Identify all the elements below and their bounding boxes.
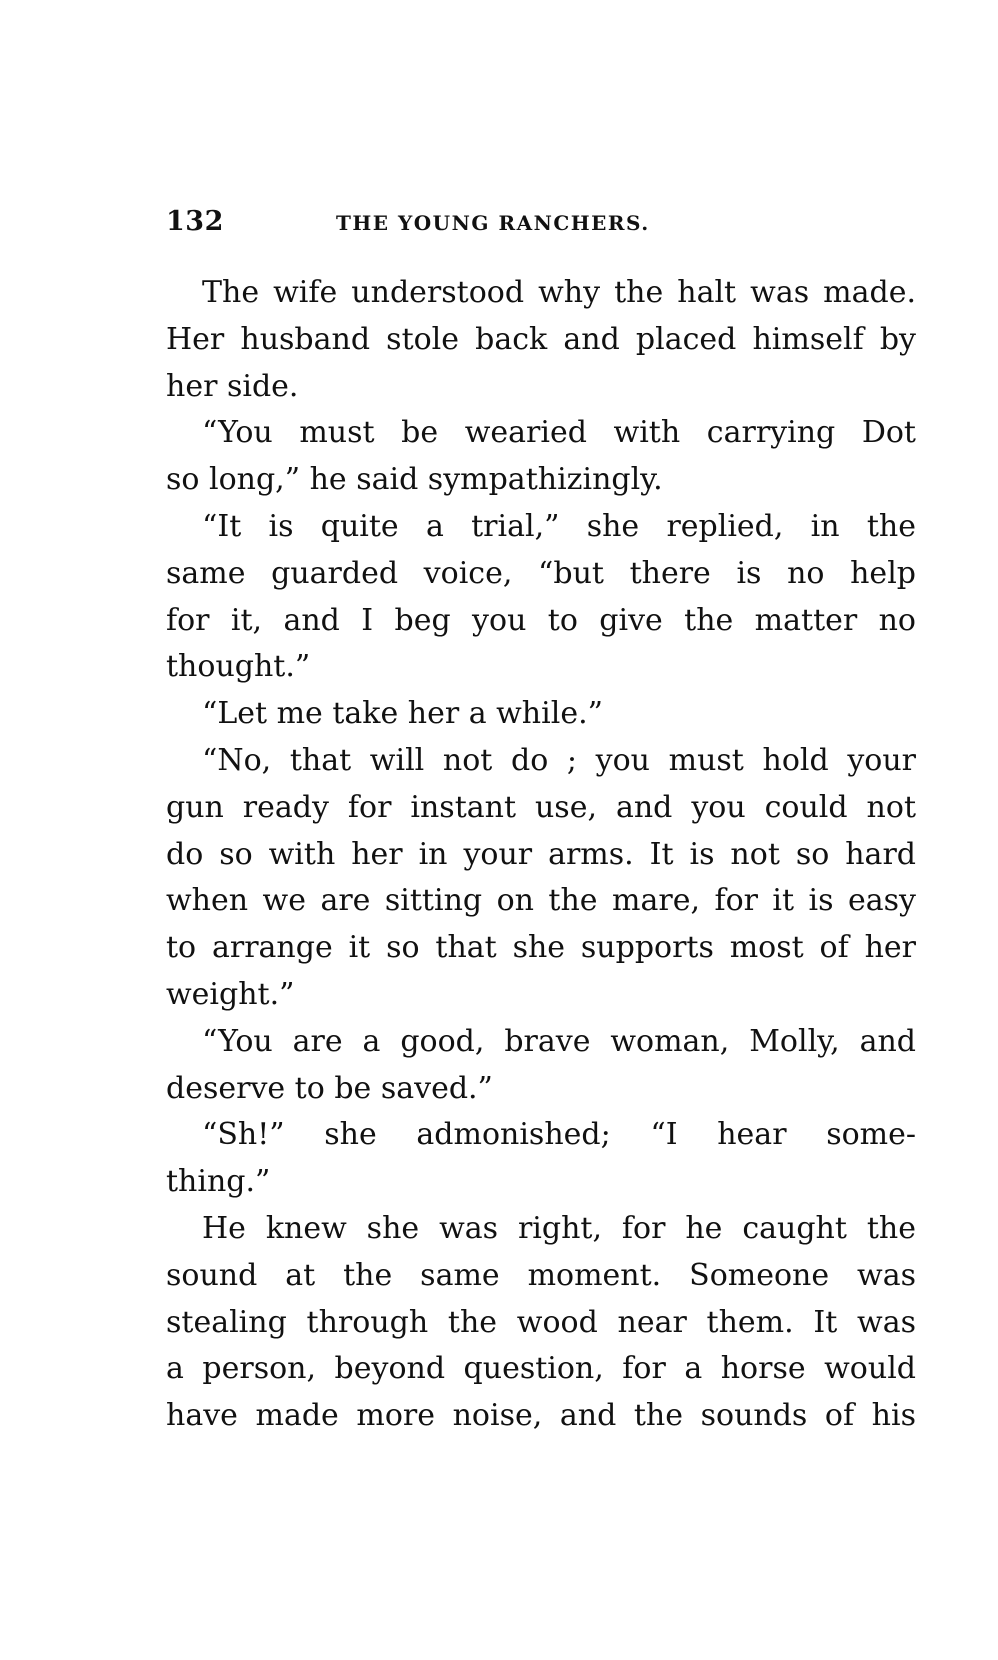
text-line: have made more noise, and the sounds of his [166,1398,916,1434]
text-line: her side. [166,368,299,404]
text-line: deserve to be saved.” [166,1070,493,1106]
text-line: same guarded voice, “but there is no help [166,555,916,591]
running-title: THE YOUNG RANCHERS. [336,211,650,235]
text-line: so long,” he said sympathizingly. [166,462,663,498]
text-line: “No, that will not do ; you must hold your [202,742,916,778]
text-line: “It is quite a trial,” she replied, in the [202,508,916,544]
text-line: “You must be wearied with carrying Dot [202,415,916,451]
text-line: thing.” [166,1164,271,1200]
text-line: Her husband stole back and placed himself by [166,321,916,357]
text-line: weight.” [166,976,295,1012]
text-line: stealing through the wood near them. It was [166,1304,916,1340]
page-number: 132 [166,206,224,237]
text-line: gun ready for instant use, and you could not [166,789,916,825]
text-line: to arrange it so that she supports most of her [166,930,916,966]
text-line: thought.” [166,649,311,685]
text-line: “Let me take her a while.” [202,696,603,732]
running-head [166,206,732,246]
text-line: “You are a good, brave woman, Molly, and [202,1023,916,1059]
text-line: The wife understood why the halt was made. [202,275,916,310]
text-line: He knew she was right, for he caught the [202,1210,916,1246]
text-line: a person, beyond question, for a horse would [166,1351,916,1387]
text-line: do so with her in your arms. It is not so hard [166,836,916,872]
text-line: sound at the same moment. Someone was [166,1257,916,1293]
text-line: “Sh!” she admonished; “I hear some- [202,1117,916,1153]
text-line: for it, and I beg you to give the matter no [166,602,916,638]
body-text [166,270,916,1440]
text-line: when we are sitting on the mare, for it is easy [166,883,916,919]
